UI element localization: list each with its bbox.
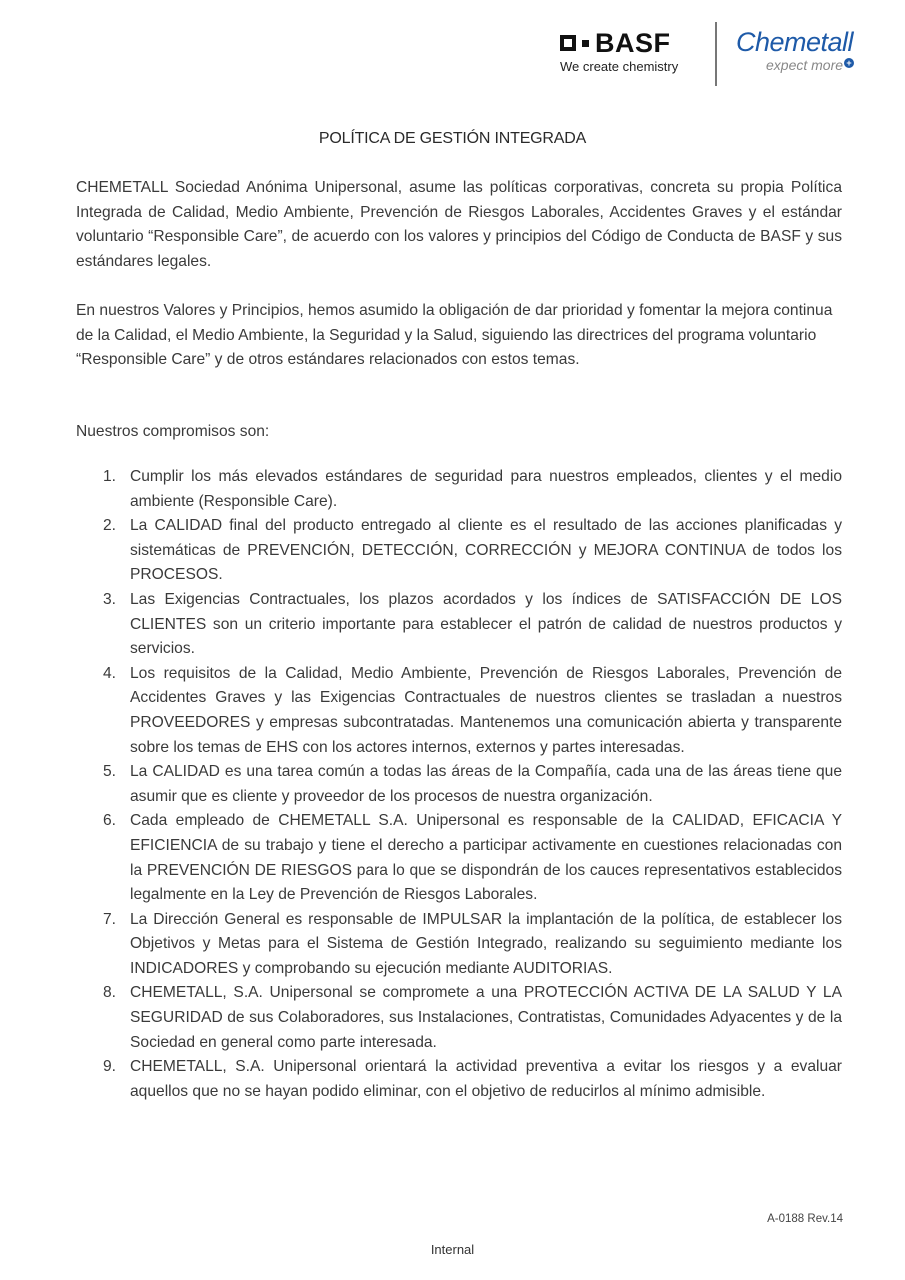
list-item-text: Cada empleado de CHEMETALL S.A. Unipersonal es responsable de la CALIDAD, EFICACIA Y EFICIENCIA de su trabajo y tiene el derecho a participar activamente en cuestiones relacionadas con la PREVENCIÓN DE RIESGOS para lo que se dispondrán de los cauces representativos establecidos legalmente en la Ley de Prevención de Riesgos Laborales. (130, 812, 842, 904)
document-reference: A-0188 Rev.14 (767, 1213, 843, 1225)
list-item (76, 981, 842, 1055)
list-item-text: Los requisitos de la Calidad, Medio Ambiente, Prevención de Riesgos Laborales, Prevención de Accidentes Graves y las Exigencias Contractuales de nuestros clientes se trasladan a nuestros PROVEEDORES y empresas subcontratadas. Mantenemos una comunicación abierta y transparente sobre los temas de EHS con los actores internos, externos y partes interesadas. (130, 664, 842, 756)
list-item (76, 662, 842, 760)
basf-square-icon (560, 35, 576, 51)
list-item (76, 809, 842, 907)
plus-circle-icon: + (844, 58, 854, 68)
classification-label: Internal (430, 1242, 475, 1257)
list-item (76, 588, 842, 662)
commitments-list (76, 465, 842, 1104)
list-item-number: 5. (103, 763, 117, 781)
basf-wordmark: BASF (595, 28, 671, 58)
list-item-text: La CALIDAD es una tarea común a todas las áreas de la Compañía, cada una de las áreas tiene que asumir que es cliente y proveedor de los procesos de nuestra organización. (130, 763, 842, 805)
list-item (76, 514, 842, 588)
document-title: POLÍTICA DE GESTIÓN INTEGRADA (318, 130, 587, 147)
basf-tagline: We create chemistry (560, 59, 679, 74)
basf-dot-icon (582, 40, 589, 47)
list-item-number: 3. (103, 590, 117, 608)
list-item-number: 1. (103, 468, 117, 485)
basf-logo (560, 30, 678, 74)
chemetall-tagline: expect more (766, 57, 844, 73)
chemetall-wordmark: Chemetall (736, 27, 854, 57)
chemetall-logo (736, 28, 854, 73)
intro-paragraph: CHEMETALL Sociedad Anónima Unipersonal, asume las políticas corporativas, concreta su propia Política Integrada de Calidad, Medio Ambiente, Prevención de Riesgos Laborales, Accidentes Graves y el estándar voluntario “Responsible Care”, de acuerdo con los valores y principios del Código de Conducta de BASF y sus estándares legales. (76, 179, 842, 270)
list-item-number: 9. (103, 1058, 117, 1076)
list-item-number: 7. (103, 910, 117, 928)
list-item-text: La CALIDAD final del producto entregado al cliente es el resultado de las acciones planificadas y sistemáticas de PREVENCIÓN, DETECCIÓN, CORRECCIÓN y MEJORA CONTINUA de todos los PROCESOS. (130, 517, 842, 584)
header-logos (556, 22, 886, 92)
list-item-text: Las Exigencias Contractuales, los plazos acordados y los índices de SATISFACCIÓN DE LOS CLIENTES son un criterio importante para establecer el patrón de calidad de nuestros productos y servicios. (130, 590, 842, 658)
list-item-text: La Dirección General es responsable de IMPULSAR la implantación de la política, de establecer los Objetivos y Metas para el Sistema de Gestión Integrado, realizando su seguimiento mediante los INDICADORES y comprobando su ejecución mediante AUDITORIAS. (130, 910, 842, 977)
values-paragraph: En nuestros Valores y Principios, hemos asumido la obligación de dar prioridad y fomentar la mejora continua de la Calidad, el Medio Ambiente, la Seguridad y la Salud, siguiendo las directrices del programa voluntario “Responsible Care” y de otros estándares relacionados con estos temas. (76, 302, 833, 369)
list-item-number: 4. (103, 664, 117, 682)
list-item (76, 1055, 842, 1104)
list-item-number: 8. (103, 984, 117, 1002)
commitments-heading: Nuestros compromisos son: (76, 423, 270, 440)
list-item-text: CHEMETALL, S.A. Unipersonal se compromete a una PROTECCIÓN ACTIVA DE LA SALUD Y LA SEGURIDAD de sus Colaboradores, sus Instalaciones, Contratistas, Comunidades Adyacentes y de la Sociedad en general como parte interesada. (130, 984, 842, 1051)
list-item (76, 465, 842, 514)
list-item-text: Cumplir los más elevados estándares de seguridad para nuestros empleados, clientes y el medio ambiente (Responsible Care). (130, 468, 842, 510)
logo-divider (715, 22, 717, 86)
list-item-text: CHEMETALL, S.A. Unipersonal orientará la actividad preventiva a evitar los riesgos y a evaluar aquellos que no se hayan podido eliminar, con el objetivo de reducirlos al mínimo admisible. (130, 1058, 842, 1100)
list-item-number: 6. (103, 812, 117, 830)
list-item (76, 760, 842, 809)
list-item (76, 908, 842, 982)
list-item-number: 2. (103, 517, 117, 535)
